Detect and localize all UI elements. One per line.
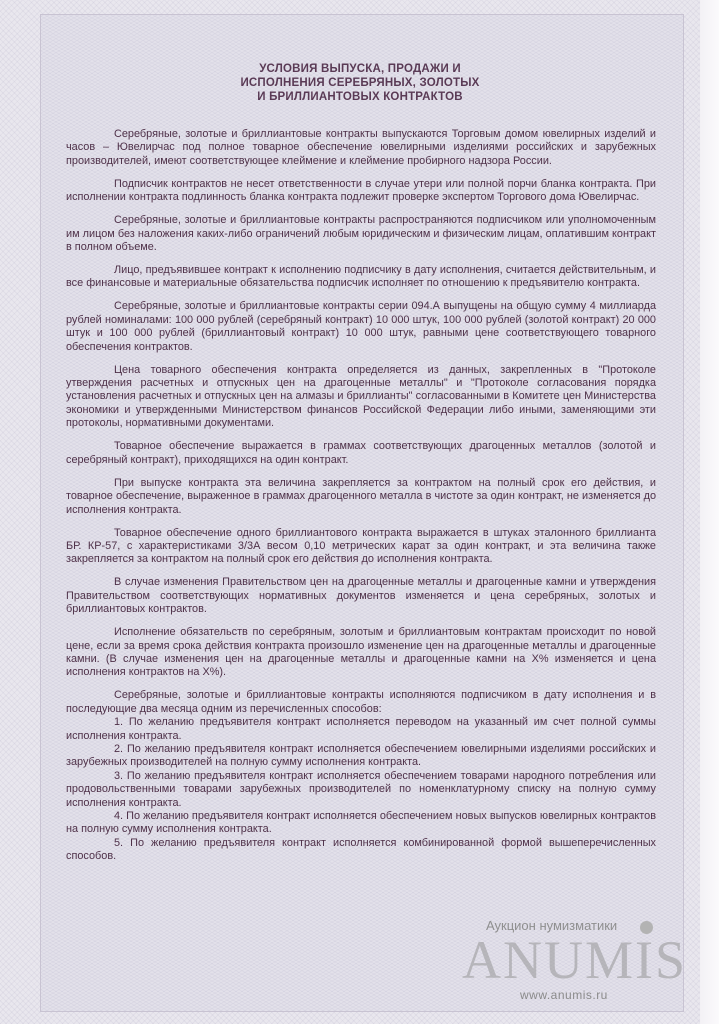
- paragraph-series: Серебряные, золотые и бриллиантовые контракты серии 094.А выпущены на общую сумму 4 миллиарда рублей номиналами: 100 000 рублей (серебряный контракт) 10 000 штук, 100 000 рублей (золотой контракт) 20 000 штук и 100 000 рублей (бриллиантовый контракт) 10 000 штук, равными цене соответствующего товарного обеспечения контрактов.: [66, 300, 656, 353]
- document-title: [150, 62, 570, 104]
- title-line-2: ИСПОЛНЕНИЯ СЕРЕБРЯНЫХ, ЗОЛОТЫХ: [240, 77, 480, 89]
- paragraph-issuance: Серебряные, золотые и бриллиантовые контракты выпускаются Торговым домом ювелирных изделий и часов – Ювелирчас под полное товарное обеспечение ювелирными изделиями российских и зарубежных производителей, имеют соответствующее клеймение и клеймение пробирного надзора России.: [66, 128, 656, 167]
- paper-edge: [700, 0, 719, 1024]
- paragraph-price-change: В случае изменения Правительством цен на драгоценные металлы и драгоценные камни и утверждения Правительством соответствующих нормативных документов изменяется и цена серебряных, золотых и бриллиантовых контрактов.: [66, 576, 656, 616]
- list-item: 5. По желанию предъявителя контракт исполняется комбинированной формой вышеперечисленных способов.: [66, 836, 656, 863]
- document-body: [66, 128, 656, 864]
- paragraph-backing-grams: Товарное обеспечение выражается в граммах соответствующих драгоценных металлов (золотой и серебряный контракт), приходящихся на один контракт.: [66, 440, 656, 466]
- watermark-caption: Аукцион нумизматики: [486, 918, 618, 933]
- title-line-3: И БРИЛЛИАНТОВЫХ КОНТРАКТОВ: [257, 91, 463, 103]
- list-item: 2. По желанию предъявителя контракт исполняется обеспечением ювелирными изделиями российских и зарубежных производителей на полную сумму исполнения контракта.: [66, 742, 656, 769]
- list-item: 4. По желанию предъявителя контракт исполняется обеспечением новых выпусков ювелирных контрактов на полную сумму исполнения контракта.: [66, 810, 656, 836]
- paragraph-bearer: Лицо, предъявившее контракт к исполнению подписчику в дату исполнения, считается действительным, и все финансовые и материальные обязательства подписчик исполняет по отношению к предъявителю контракта.: [66, 264, 656, 290]
- paragraph-diamond-backing: Товарное обеспечение одного бриллиантового контракта выражается в штуках эталонного бриллианта БР. КР-57, с характеристиками 3/3А весом 0,10 метрических карат за один контракт, и эта величина также закрепляется за контрактом на полный срок его действия до исполнения контракта.: [66, 526, 656, 566]
- paragraph-execution-price: Исполнение обязательств по серебряным, золотым и бриллиантовым контрактам происходит по новой цене, если за время срока действия контракта произошло изменение цен на драгоценные металлы и драгоценные камни. (В случае изменения цен на драгоценные металлы и драгоценные камни на Х% изменяется и цена исполнения контрактов на Х%).: [66, 626, 656, 679]
- paragraph-liability: Подписчик контрактов не несет ответственности в случае утери или полной порчи бланка контракта. При исполнении контракта подлинность бланка контракта подлежит проверке экспертом Торгового дома Ювелирчас.: [66, 177, 656, 204]
- watermark-url: www.anumis.ru: [520, 988, 608, 1002]
- watermark-brand: ANUMIS: [462, 930, 688, 990]
- paragraph-distribution: Серебряные, золотые и бриллиантовые контракты распространяются подписчиком или уполномоченным им лицом без наложения каких-либо ограничений любым юридическим и физическим лицам, оплатившим контракт в полном объеме.: [66, 214, 656, 254]
- paragraph-execution-methods: Серебряные, золотые и бриллиантовые контракты исполняются подписчиком в дату исполнения и в последующие два месяца одним из перечисленных способов:: [66, 689, 656, 715]
- paragraph-pricing: Цена товарного обеспечения контракта определяется из данных, закрепленных в "Протоколе утверждения расчетных и отпускных цен на драгоценные металлы" и "Протоколе согласования порядка установления расчетных и отпускных цен на алмазы и бриллианты" согласованными в Комитете цен Министерства экономики и утвержденными Министерством финансов Российской Федерации либо иными, заменяющими эти протоколы, нормативными документами.: [66, 363, 656, 430]
- paragraph-backing-fixed: При выпуске контракта эта величина закрепляется за контрактом на полный срок его действия, и товарное обеспечение, выраженное в граммах драгоценного металла в чистоте за один контракт, не изменяется до исполнения контракта.: [66, 476, 656, 516]
- list-item: 1. По желанию предъявителя контракт исполняется переводом на указанный им счет полной суммы исполнения контракта.: [66, 716, 656, 742]
- title-line-1: УСЛОВИЯ ВЫПУСКА, ПРОДАЖИ И: [259, 63, 461, 75]
- list-item: 3. По желанию предъявителя контракт исполняется обеспечением товарами народного потребления или продовольственными товарами зарубежных производителей по номенклатурному списку на полную сумму исполнения контракта.: [66, 769, 656, 809]
